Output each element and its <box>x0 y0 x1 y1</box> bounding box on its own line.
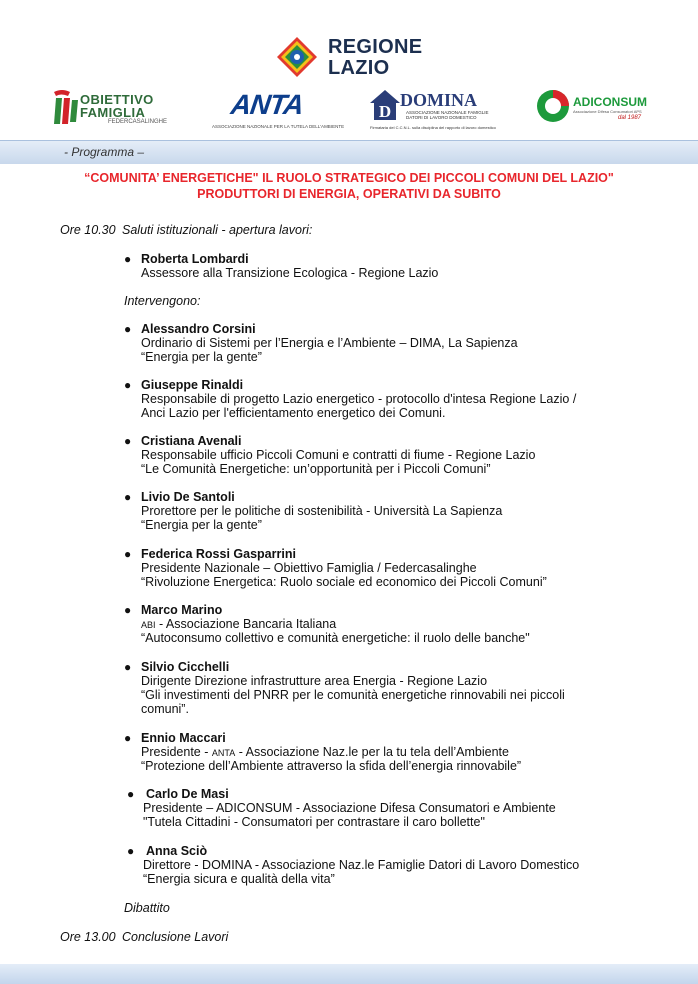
anta-subtitle: ASSOCIAZIONE NAZIONALE PER LA TUTELA DELL'AMBIENTE <box>212 124 345 129</box>
domina-subtitle: ASSOCIAZIONE NAZIONALE FAMIGLIE DATORI DI LAVORO DOMESTICO <box>406 110 489 120</box>
speaker-name: Federica Rossi Gasparrini <box>141 547 296 561</box>
speaker-talk: "Tutela Cittadini - Consumatori per contrastare il caro bollette" <box>143 815 485 829</box>
anta-name: ANTA <box>229 89 306 120</box>
svg-text:D: D <box>378 102 392 121</box>
speaker-talk: “Autoconsumo collettivo e comunità energetiche: il ruolo delle banche" <box>141 631 530 645</box>
domina-ccnl-text: Firmataria del C.C.N.L. sulla disciplina del rapporto di lavoro domestico <box>370 125 496 130</box>
obiettivo-famiglia-mark-icon <box>50 86 80 128</box>
abi-acronym: ABI <box>141 620 156 630</box>
speaker-name: Alessandro Corsini <box>141 322 256 336</box>
famiglia-text: FAMIGLIA <box>80 105 146 120</box>
adiconsum-logo <box>536 89 652 125</box>
closing-time: Ore 13.00 <box>60 930 116 944</box>
speaker-role: Assessore alla Transizione Ecologica - Regione Lazio <box>141 266 439 280</box>
speaker-talk: “Energia per la gente” <box>141 350 262 364</box>
speaker-role: Prorettore per le politiche di sostenibilità - Università La Sapienza <box>141 504 503 518</box>
bullet-icon: ● <box>127 787 135 801</box>
speaker-name: Anna Sciò <box>146 844 208 858</box>
obiettivo-text: OBIETTIVO <box>80 92 154 107</box>
dibattito-label: Dibattito <box>124 901 170 915</box>
speaker-role: Ordinario di Sistemi per l’Energia e l’Ambiente – DIMA, La Sapienza <box>141 336 518 350</box>
speaker-talk: “Energia sicura e qualità della vita” <box>143 872 335 886</box>
bullet-icon: ● <box>124 603 132 617</box>
bullet-icon: ● <box>124 547 132 561</box>
event-title-line-1: “COMUNITA’ ENERGETICHE" IL RUOLO STRATEGICO DEI PICCOLI COMUNI DEL LAZIO" <box>84 171 614 185</box>
bullet-icon: ● <box>127 844 135 858</box>
programma-label: - Programma – <box>64 145 145 159</box>
domina-name: DOMINA <box>400 90 477 110</box>
speaker-role-line <box>141 745 509 760</box>
bullet-icon: ● <box>124 731 132 745</box>
speaker-role: Dirigente Direzione infrastrutture area Energia - Regione Lazio <box>141 674 488 688</box>
speaker-role: - Associazione Naz.le per la tu tela dell’Ambiente <box>235 745 509 759</box>
speaker-name: Ennio Maccari <box>141 731 226 745</box>
opening-session <box>60 222 312 238</box>
obiettivo-famiglia-logo <box>50 86 190 130</box>
speaker-talk: “Gli investimenti del PNRR per le comunità energetiche rinnovabili nei piccoli <box>141 688 565 702</box>
speaker-role: - Associazione Bancaria Italiana <box>155 617 337 631</box>
top-band-line <box>0 140 698 141</box>
intervengono-label: Intervengono: <box>124 294 201 308</box>
adiconsum-subtitle: Associazione Difesa Consumatori APS <box>573 109 642 114</box>
bottom-band <box>0 964 698 984</box>
speaker-role-line <box>141 617 336 632</box>
regione-lazio-logo <box>276 36 436 82</box>
speaker-talk-continued: comuni”. <box>141 702 189 716</box>
adiconsum-name: ADICONSUM <box>573 95 647 109</box>
speaker-role: Direttore - DOMINA - Associazione Naz.le Famiglie Datori di Lavoro Domestico <box>143 858 580 872</box>
speaker-role-title: Presidente - <box>141 745 212 759</box>
bullet-icon: ● <box>124 252 132 266</box>
regione-lazio-name: REGIONE LAZIO <box>328 36 423 79</box>
adiconsum-since: dal 1987 <box>618 115 642 121</box>
speaker-role: Presidente Nazionale – Obiettivo Famiglia / Federcasalinghe <box>141 561 477 575</box>
speaker-role: Responsabile ufficio Piccoli Comuni e contratti di fiume - Regione Lazio <box>141 448 536 462</box>
domina-logo <box>368 88 496 134</box>
speaker-name: Marco Marino <box>141 603 223 617</box>
speaker-name: Cristiana Avenali <box>141 434 242 448</box>
speaker-talk: “Energia per la gente” <box>141 518 262 532</box>
speaker-name: Roberta Lombardi <box>141 252 249 266</box>
opening-time: Ore 10.30 <box>60 223 116 237</box>
speaker-talk: “Protezione dell’Ambiente attraverso la sfida dell’energia rinnovabile” <box>141 759 522 773</box>
federcasalinghe-text: FEDERCASALINGHE <box>108 119 168 125</box>
bullet-icon: ● <box>124 434 132 448</box>
speaker-name: Carlo De Masi <box>146 787 229 801</box>
anta-acronym: ANTA <box>211 748 236 758</box>
speaker-talk: “Rivoluzione Energetica: Ruolo sociale ed economico dei Piccoli Comuni” <box>141 575 547 589</box>
opening-text: Saluti istituzionali - apertura lavori: <box>122 223 313 237</box>
anta-logo <box>212 88 345 132</box>
adiconsum-disc-icon <box>536 89 570 123</box>
domina-house-icon <box>368 88 402 122</box>
closing-session <box>60 929 228 945</box>
speaker-role: Presidente – ADICONSUM - Associazione Difesa Consumatori e Ambiente <box>143 801 556 815</box>
bullet-icon: ● <box>124 378 132 392</box>
speaker-name: Livio De Santoli <box>141 490 235 504</box>
event-title-line-2: PRODUTTORI DI ENERGIA, OPERATIVI DA SUBITO <box>197 187 501 201</box>
speaker-role: Responsabile di progetto Lazio energetico - protocollo d'intesa Regione Lazio / <box>141 392 577 406</box>
bullet-icon: ● <box>124 490 132 504</box>
regione-lazio-emblem-icon <box>276 36 318 78</box>
closing-text: Conclusione Lavori <box>122 930 229 944</box>
speaker-talk: “Le Comunità Energetiche: un’opportunità per i Piccoli Comuni” <box>141 462 491 476</box>
speaker-name: Giuseppe Rinaldi <box>141 378 244 392</box>
speaker-name: Silvio Cicchelli <box>141 660 230 674</box>
speaker-role-continued: Anci Lazio per l'efficientamento energetico dei Comuni. <box>141 406 446 420</box>
bullet-icon: ● <box>124 660 132 674</box>
bullet-icon: ● <box>124 322 132 336</box>
